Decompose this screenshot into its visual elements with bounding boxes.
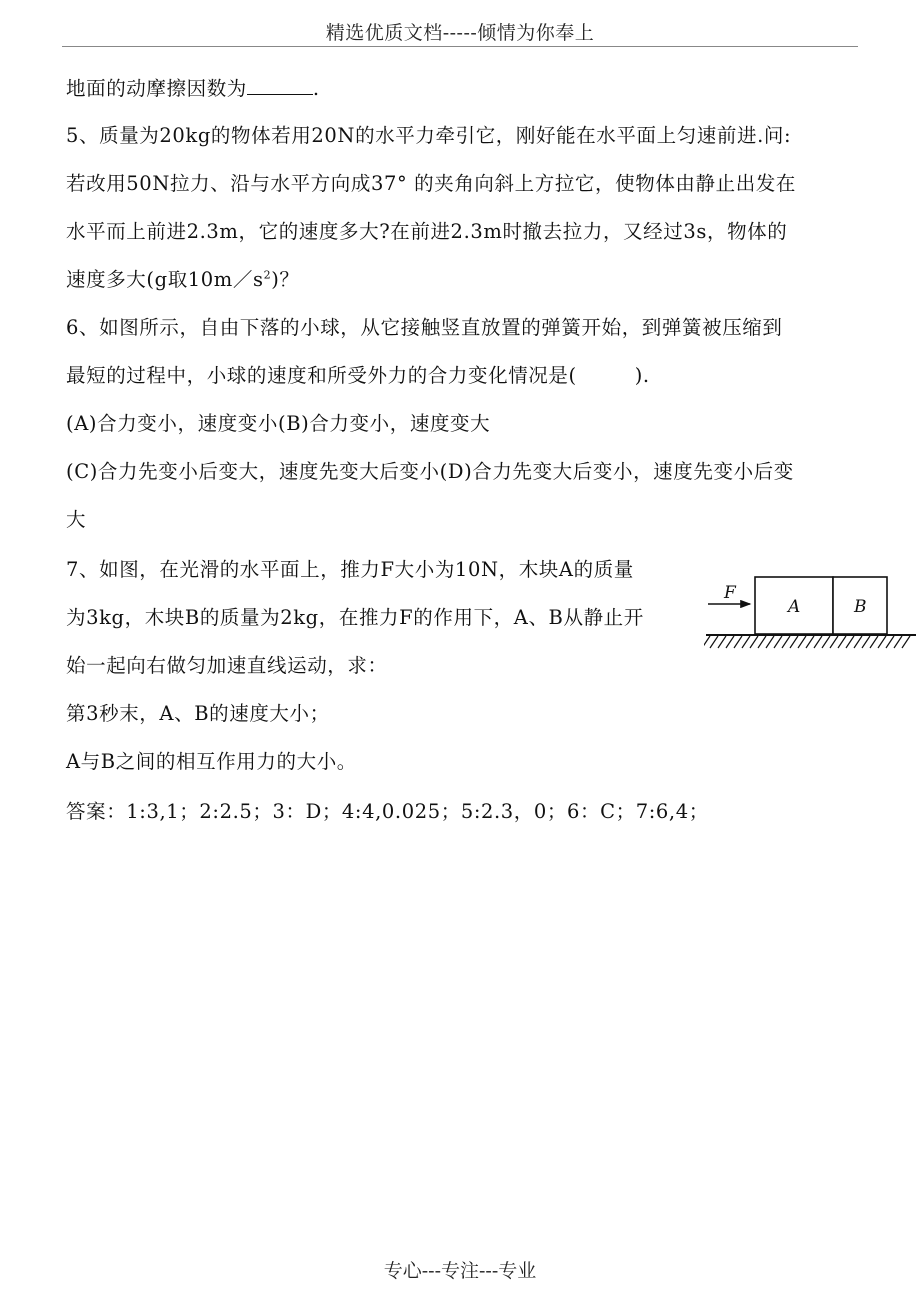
hatch-mark	[750, 636, 758, 648]
hatch-mark	[886, 636, 894, 648]
question-7-sub-1: 第3秒末，A、B的速度大小；	[66, 702, 330, 725]
answer-blank	[247, 76, 313, 95]
line-friction-coefficient	[66, 76, 320, 101]
blocks-diagram	[704, 572, 918, 656]
hatch-mark	[726, 636, 734, 648]
answer-key: 答案：1:3,1；2:2.5；3：D；4:4,0.025；5:2.3，0；6：C；7:6,4；	[66, 800, 709, 823]
hatch-mark	[718, 636, 726, 648]
question-6-options-cd-cont: 大	[66, 508, 87, 531]
question-5-line-2: 若改用50N拉力、沿与水平方向成37° 的夹角向斜上方拉它，使物体由静止出发在	[66, 172, 797, 195]
text-segment: 速度多大(g取10m／s	[66, 268, 264, 291]
hatch-mark	[814, 636, 822, 648]
question-6-options-ab: (A)合力变小，速度变小(B)合力变小，速度变大	[66, 412, 491, 435]
hatch-mark	[878, 636, 886, 648]
hatch-mark	[806, 636, 814, 648]
hatch-mark	[758, 636, 766, 648]
text-segment: )？	[271, 268, 300, 291]
hatch-mark	[902, 636, 910, 648]
hatch-mark	[798, 636, 806, 648]
question-6-line-2	[66, 364, 650, 388]
question-5-line-3: 水平而上前进2.3m，它的速度多大?在前进2.3m时撤去拉力，又经过3s，物体的	[66, 220, 788, 243]
block-a-label: A	[788, 597, 801, 617]
page-footer: 专心---专注---专业	[383, 1260, 537, 1282]
question-6-line-1: 6、如图所示，自由下落的小球，从它接触竖直放置的弹簧开始，到弹簧被压缩到	[66, 316, 783, 339]
question-5-line-1: 5、质量为20kg的物体若用20N的水平力牵引它，刚好能在水平面上匀速前进.问:	[66, 124, 792, 147]
hatch-mark	[782, 636, 790, 648]
hatch-mark	[830, 636, 838, 648]
hatch-mark	[710, 636, 718, 648]
question-7-line-3: 始一起向右做匀加速直线运动，求：	[66, 654, 388, 677]
page-header: 精选优质文档-----倾情为你奉上	[325, 22, 595, 44]
question-5-line-4	[66, 268, 300, 292]
hatch-mark	[704, 636, 710, 648]
header-divider	[62, 46, 858, 47]
hatch-mark	[894, 636, 902, 648]
hatch-mark	[846, 636, 854, 648]
question-6-options-cd: (C)合力先变小后变大，速度先变大后变小(D)合力先变大后变小，速度先变小后变	[66, 460, 794, 483]
superscript: 2	[263, 268, 272, 282]
hatch-mark	[862, 636, 870, 648]
hatch-mark	[790, 636, 798, 648]
hatch-mark	[766, 636, 774, 648]
question-7-line-1: 7、如图，在光滑的水平面上，推力F大小为10N，木块A的质量	[66, 558, 634, 581]
hatch-mark	[838, 636, 846, 648]
text-segment: .	[312, 77, 320, 100]
text-segment: 地面的动摩擦因数为	[66, 77, 247, 100]
question-7-line-2: 为3kg，木块B的质量为2kg，在推力F的作用下，A、B从静止开	[66, 606, 644, 629]
hatch-mark	[734, 636, 742, 648]
hatch-mark	[774, 636, 782, 648]
ground-hatching	[704, 636, 910, 648]
block-b-label: B	[854, 597, 867, 617]
text-segment: 最短的过程中，小球的速度和所受外力的合力变化情况是(	[66, 364, 577, 387]
hatch-mark	[870, 636, 878, 648]
text-segment: ).	[634, 364, 650, 387]
hatch-mark	[822, 636, 830, 648]
question-7-sub-2: A与B之间的相互作用力的大小。	[66, 750, 357, 773]
hatch-mark	[854, 636, 862, 648]
hatch-mark	[742, 636, 750, 648]
force-label: F	[724, 583, 736, 603]
